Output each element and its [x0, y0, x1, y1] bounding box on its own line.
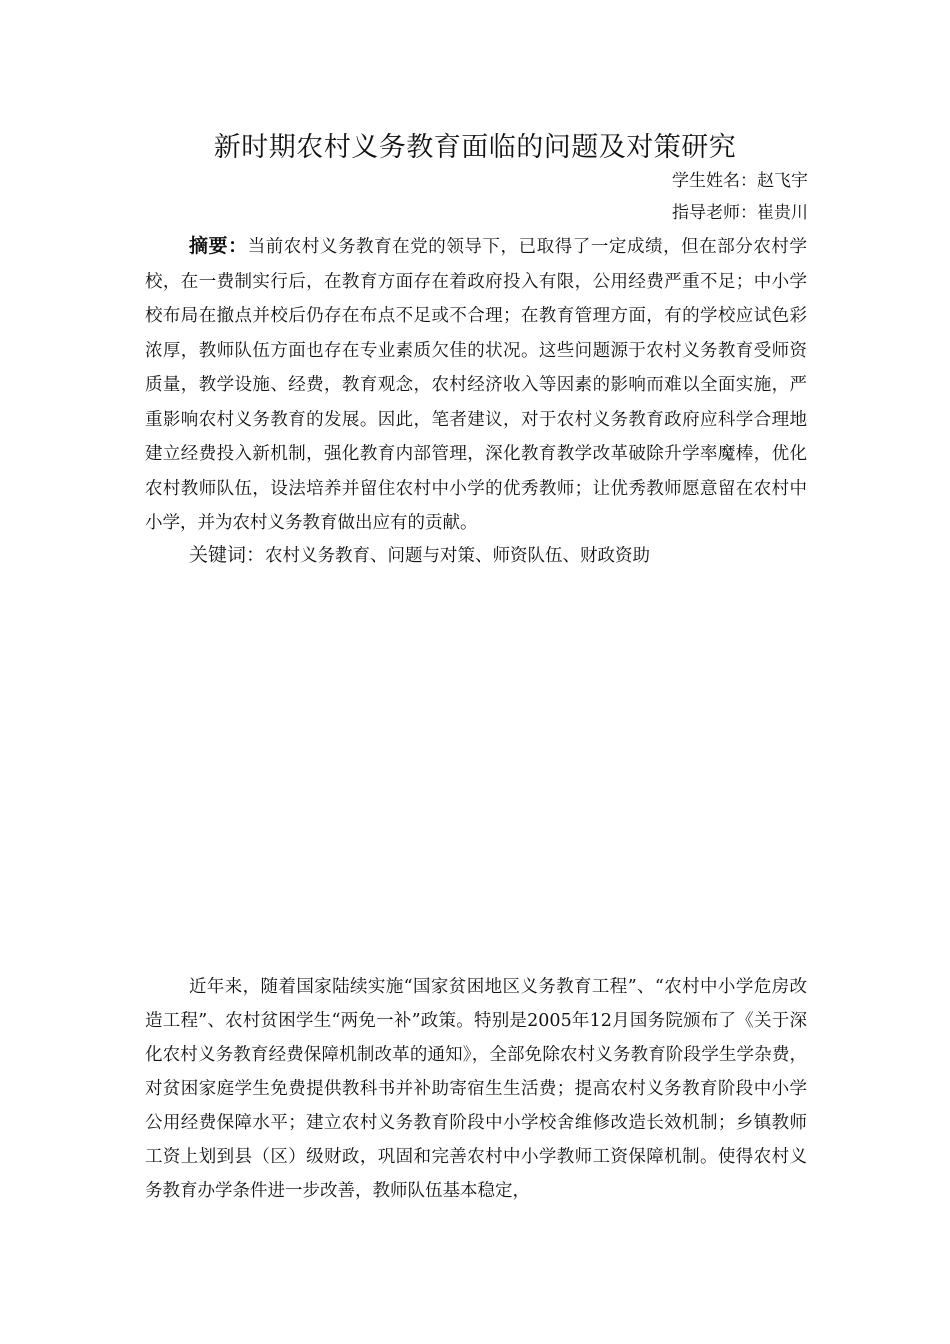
abstract-label: 摘要： — [189, 235, 248, 257]
keywords-line — [189, 538, 650, 573]
keywords-label: 关键词： — [189, 544, 266, 566]
body-paragraph: 近年来，随着国家陆续实施“国家贫困地区义务教育工程”、“农村中小学危房改造工程”、农村贫困学生“两免一补”政策。特别是2005年12月国务院颁布了《关于深化农村义务教育经费保障机制改革的通知》，全部免除农村义务教育阶段学生学杂费，对贫困家庭学生免费提供教科书并补助寄宿生生活费；提高农村义务教育阶段中小学公用经费保障水平；建立农村义务教育阶段中小学校舍维修改造长效机制；乡镇教师工资上划到县（区）级财政，巩固和完善农村中小学教师工资保障机制。使得农村义务教育办学条件进一步改善，教师队伍基本稳定， — [145, 977, 807, 1201]
abstract-paragraph — [145, 229, 807, 541]
student-name-line: 学生姓名：赵飞宇 — [672, 171, 808, 191]
keywords-text: 农村义务教育、问题与对策、师资队伍、财政资助 — [265, 546, 651, 566]
advisor-name-line: 指导老师：崔贵川 — [672, 203, 808, 223]
abstract-text: 当前农村义务教育在党的领导下，已取得了一定成绩，但在部分农村学校，在一费制实行后，在教育方面存在着政府投入有限，公用经费严重不足；中小学校布局在撤点并校后仍存在布点不足或不合理；在教育管理方面，有的学校应试色彩浓厚，教师队伍方面也存在专业素质欠佳的状况。这些问题源于农村义务教育受师资质量，教学设施、经费，教育观念，农村经济收入等因素的影响而难以全面实施，严重影响农村义务教育的发展。因此，笔者建议，对于农村义务教育政府应科学合理地建立经费投入新机制，强化教育内部管理，深化教育教学改革破除升学率魔棒，优化农村教师队伍，设法培养并留住农村中小学的优秀教师；让优秀教师愿意留在农村中小学，并为农村义务教育做出应有的贡献。 — [145, 237, 807, 533]
document-title: 新时期农村义务教育面临的问题及对策研究 — [213, 132, 737, 163]
